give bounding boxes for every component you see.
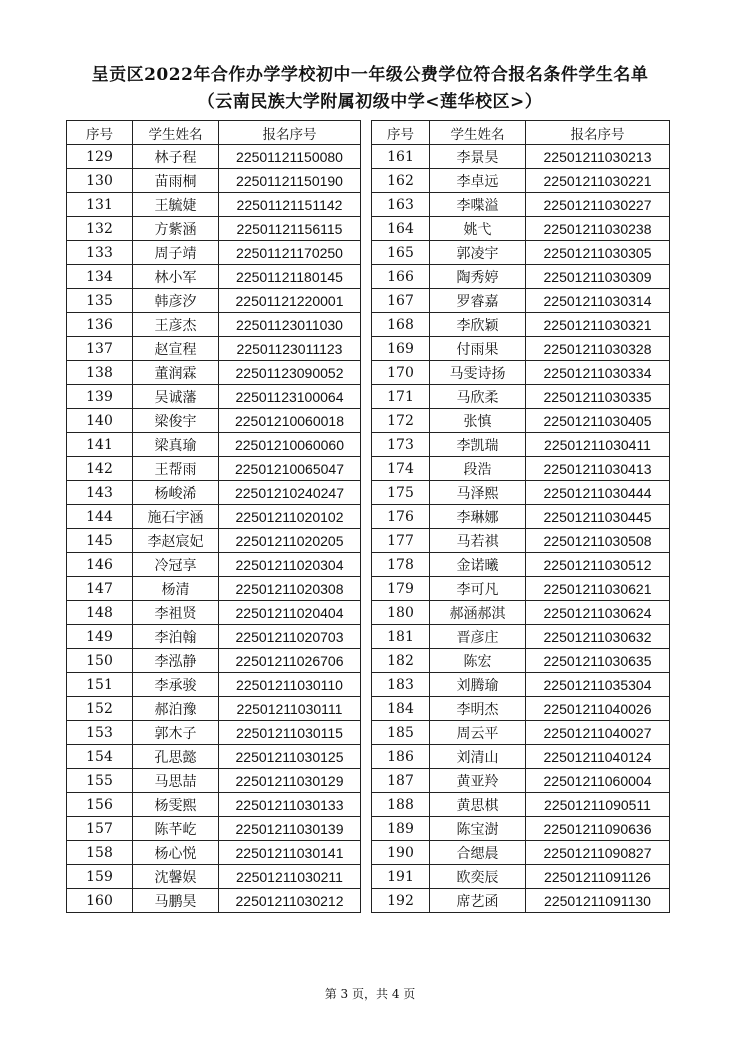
row-registration-number: 22501211020102 — [219, 505, 361, 529]
row-student-name: 付雨果 — [430, 337, 526, 361]
row-registration-number: 22501211030238 — [526, 217, 670, 241]
row-seq: 165 — [372, 241, 430, 265]
row-student-name: 李凯瑞 — [430, 433, 526, 457]
row-student-name: 李明杰 — [430, 697, 526, 721]
table-row — [372, 169, 670, 193]
row-seq: 133 — [67, 241, 133, 265]
row-registration-number: 22501211030314 — [526, 289, 670, 313]
row-student-name: 陈芊屹 — [133, 817, 219, 841]
row-seq: 167 — [372, 289, 430, 313]
table-row — [372, 889, 670, 913]
table-row — [67, 721, 361, 745]
row-student-name: 李祖贤 — [133, 601, 219, 625]
row-registration-number: 22501211030211 — [219, 865, 361, 889]
row-registration-number: 22501211026706 — [219, 649, 361, 673]
table-row — [372, 697, 670, 721]
row-registration-number: 22501211020304 — [219, 553, 361, 577]
row-student-name: 李泊翰 — [133, 625, 219, 649]
row-seq: 180 — [372, 601, 430, 625]
row-registration-number: 22501211030221 — [526, 169, 670, 193]
table-body-left — [67, 145, 361, 913]
row-registration-number: 22501211040026 — [526, 697, 670, 721]
row-seq: 168 — [372, 313, 430, 337]
row-registration-number: 22501210060060 — [219, 433, 361, 457]
table-row — [67, 817, 361, 841]
row-registration-number: 22501211091130 — [526, 889, 670, 913]
row-seq: 142 — [67, 457, 133, 481]
row-seq: 152 — [67, 697, 133, 721]
table-row — [372, 793, 670, 817]
row-seq: 179 — [372, 577, 430, 601]
row-registration-number: 22501211035304 — [526, 673, 670, 697]
row-student-name: 林子程 — [133, 145, 219, 169]
row-registration-number: 22501211030632 — [526, 625, 670, 649]
table-row — [372, 481, 670, 505]
row-seq: 173 — [372, 433, 430, 457]
table-row — [67, 481, 361, 505]
row-seq: 136 — [67, 313, 133, 337]
row-seq: 140 — [67, 409, 133, 433]
table-body-right — [372, 145, 670, 913]
page-subtitle: （云南民族大学附属初级中学<莲华校区>） — [197, 92, 543, 112]
row-student-name: 杨清 — [133, 577, 219, 601]
row-registration-number: 22501211030110 — [219, 673, 361, 697]
row-seq: 157 — [67, 817, 133, 841]
row-seq: 186 — [372, 745, 430, 769]
row-seq: 129 — [67, 145, 133, 169]
table-row — [67, 745, 361, 769]
table-row — [372, 409, 670, 433]
row-student-name: 施石宇涵 — [133, 505, 219, 529]
table-row — [372, 313, 670, 337]
row-student-name: 苗雨桐 — [133, 169, 219, 193]
table-row — [67, 385, 361, 409]
table-row — [67, 457, 361, 481]
row-registration-number: 22501211020205 — [219, 529, 361, 553]
row-registration-number: 22501123011030 — [219, 313, 361, 337]
table-row — [372, 193, 670, 217]
row-registration-number: 22501211030213 — [526, 145, 670, 169]
table-row — [372, 673, 670, 697]
row-registration-number: 22501211030508 — [526, 529, 670, 553]
row-student-name: 杨雯熙 — [133, 793, 219, 817]
row-registration-number: 22501211030115 — [219, 721, 361, 745]
row-registration-number: 22501211030444 — [526, 481, 670, 505]
row-student-name: 陈宝澍 — [430, 817, 526, 841]
table-row — [372, 433, 670, 457]
table-row — [67, 889, 361, 913]
table-row — [372, 145, 670, 169]
row-registration-number: 22501211030405 — [526, 409, 670, 433]
table-row — [67, 289, 361, 313]
row-seq: 139 — [67, 385, 133, 409]
row-seq: 184 — [372, 697, 430, 721]
row-registration-number: 22501123011123 — [219, 337, 361, 361]
row-registration-number: 22501211030445 — [526, 505, 670, 529]
header-student-name: 学生姓名 — [133, 121, 219, 145]
table-row — [372, 457, 670, 481]
page-title: 呈贡区2022年合作办学学校初中一年级公费学位符合报名条件学生名单 — [91, 65, 649, 85]
row-registration-number: 22501211030139 — [219, 817, 361, 841]
row-student-name: 郝泊豫 — [133, 697, 219, 721]
row-registration-number: 22501121150190 — [219, 169, 361, 193]
row-seq: 131 — [67, 193, 133, 217]
table-row — [372, 265, 670, 289]
row-student-name: 姚弋 — [430, 217, 526, 241]
row-student-name: 马若祺 — [430, 529, 526, 553]
row-student-name: 周云平 — [430, 721, 526, 745]
row-registration-number: 22501211030309 — [526, 265, 670, 289]
header-seq: 序号 — [67, 121, 133, 145]
row-registration-number: 22501121170250 — [219, 241, 361, 265]
table-row — [67, 313, 361, 337]
row-student-name: 郭木子 — [133, 721, 219, 745]
row-student-name: 王毓婕 — [133, 193, 219, 217]
row-seq: 164 — [372, 217, 430, 241]
row-seq: 150 — [67, 649, 133, 673]
row-seq: 147 — [67, 577, 133, 601]
table-row — [67, 361, 361, 385]
row-seq: 176 — [372, 505, 430, 529]
row-registration-number: 22501211020308 — [219, 577, 361, 601]
row-student-name: 董润霖 — [133, 361, 219, 385]
page-footer: 第 3 页，共 4 页 — [324, 987, 416, 1001]
row-registration-number: 22501211020703 — [219, 625, 361, 649]
table-row — [67, 433, 361, 457]
row-seq: 153 — [67, 721, 133, 745]
row-student-name: 段浩 — [430, 457, 526, 481]
row-student-name: 李喋溢 — [430, 193, 526, 217]
row-student-name: 吴诚藩 — [133, 385, 219, 409]
row-seq: 144 — [67, 505, 133, 529]
table-row — [67, 841, 361, 865]
row-seq: 185 — [372, 721, 430, 745]
table-row — [372, 385, 670, 409]
table-row — [67, 409, 361, 433]
row-student-name: 冷冠享 — [133, 553, 219, 577]
row-seq: 151 — [67, 673, 133, 697]
table-row — [67, 169, 361, 193]
row-student-name: 王帮雨 — [133, 457, 219, 481]
student-table-right — [371, 120, 670, 913]
row-seq: 156 — [67, 793, 133, 817]
row-student-name: 陶秀婷 — [430, 265, 526, 289]
row-registration-number: 22501211020404 — [219, 601, 361, 625]
row-student-name: 马雯诗扬 — [430, 361, 526, 385]
row-student-name: 韩彦汐 — [133, 289, 219, 313]
table-row — [372, 553, 670, 577]
table-row — [372, 241, 670, 265]
table-row — [67, 769, 361, 793]
row-student-name: 马泽熙 — [430, 481, 526, 505]
table-row — [67, 625, 361, 649]
row-student-name: 梁真瑜 — [133, 433, 219, 457]
row-student-name: 郝涵郝淇 — [430, 601, 526, 625]
row-seq: 177 — [372, 529, 430, 553]
row-student-name: 方紫涵 — [133, 217, 219, 241]
row-student-name: 林小军 — [133, 265, 219, 289]
table-row — [67, 145, 361, 169]
row-student-name: 王彦杰 — [133, 313, 219, 337]
row-student-name: 沈馨娱 — [133, 865, 219, 889]
student-table-left — [66, 120, 361, 913]
row-seq: 182 — [372, 649, 430, 673]
row-registration-number: 22501211060004 — [526, 769, 670, 793]
row-student-name: 晋彦庄 — [430, 625, 526, 649]
row-registration-number: 22501211030413 — [526, 457, 670, 481]
row-registration-number: 22501121220001 — [219, 289, 361, 313]
header-registration-number: 报名序号 — [526, 121, 670, 145]
table-header-row — [372, 121, 670, 145]
row-registration-number: 22501211040027 — [526, 721, 670, 745]
row-seq: 175 — [372, 481, 430, 505]
header-registration-number: 报名序号 — [219, 121, 361, 145]
row-student-name: 罗睿嘉 — [430, 289, 526, 313]
row-student-name: 孔思懿 — [133, 745, 219, 769]
row-registration-number: 22501211030624 — [526, 601, 670, 625]
row-seq: 134 — [67, 265, 133, 289]
table-row — [372, 337, 670, 361]
row-seq: 149 — [67, 625, 133, 649]
row-seq: 189 — [372, 817, 430, 841]
row-registration-number: 22501211030141 — [219, 841, 361, 865]
row-seq: 188 — [372, 793, 430, 817]
row-registration-number: 22501211030129 — [219, 769, 361, 793]
row-registration-number: 22501211030111 — [219, 697, 361, 721]
row-student-name: 张慎 — [430, 409, 526, 433]
row-seq: 135 — [67, 289, 133, 313]
table-row — [67, 265, 361, 289]
row-registration-number: 22501211030621 — [526, 577, 670, 601]
row-student-name: 杨峻浠 — [133, 481, 219, 505]
table-row — [372, 745, 670, 769]
row-seq: 187 — [372, 769, 430, 793]
row-seq: 190 — [372, 841, 430, 865]
row-registration-number: 22501211030411 — [526, 433, 670, 457]
row-student-name: 合缌晨 — [430, 841, 526, 865]
row-registration-number: 22501211090636 — [526, 817, 670, 841]
table-row — [67, 793, 361, 817]
row-registration-number: 22501211030227 — [526, 193, 670, 217]
row-student-name: 马欣柔 — [430, 385, 526, 409]
row-registration-number: 22501211030133 — [219, 793, 361, 817]
row-registration-number: 22501123100064 — [219, 385, 361, 409]
table-row — [67, 529, 361, 553]
row-student-name: 刘腾瑜 — [430, 673, 526, 697]
row-seq: 138 — [67, 361, 133, 385]
table-row — [372, 529, 670, 553]
row-registration-number: 22501211030635 — [526, 649, 670, 673]
table-row — [372, 217, 670, 241]
row-seq: 154 — [67, 745, 133, 769]
table-row — [372, 841, 670, 865]
row-registration-number: 22501211090511 — [526, 793, 670, 817]
row-seq: 137 — [67, 337, 133, 361]
row-registration-number: 22501211030335 — [526, 385, 670, 409]
row-seq: 146 — [67, 553, 133, 577]
row-student-name: 李卓远 — [430, 169, 526, 193]
table-row — [67, 193, 361, 217]
row-registration-number: 22501210240247 — [219, 481, 361, 505]
row-seq: 162 — [372, 169, 430, 193]
row-registration-number: 22501121180145 — [219, 265, 361, 289]
row-registration-number: 22501210060018 — [219, 409, 361, 433]
row-seq: 181 — [372, 625, 430, 649]
table-row — [67, 505, 361, 529]
row-student-name: 金诺曦 — [430, 553, 526, 577]
row-student-name: 黄亚羚 — [430, 769, 526, 793]
header-student-name: 学生姓名 — [430, 121, 526, 145]
row-seq: 160 — [67, 889, 133, 913]
row-seq: 155 — [67, 769, 133, 793]
row-registration-number: 22501211030212 — [219, 889, 361, 913]
row-seq: 171 — [372, 385, 430, 409]
row-student-name: 李欣颖 — [430, 313, 526, 337]
row-seq: 192 — [372, 889, 430, 913]
table-header-row — [67, 121, 361, 145]
row-registration-number: 22501123090052 — [219, 361, 361, 385]
row-seq: 145 — [67, 529, 133, 553]
table-row — [372, 625, 670, 649]
row-seq: 191 — [372, 865, 430, 889]
row-seq: 163 — [372, 193, 430, 217]
row-student-name: 李承骏 — [133, 673, 219, 697]
table-row — [372, 505, 670, 529]
table-row — [372, 865, 670, 889]
row-student-name: 周子靖 — [133, 241, 219, 265]
row-student-name: 杨心悦 — [133, 841, 219, 865]
row-seq: 172 — [372, 409, 430, 433]
row-registration-number: 22501210065047 — [219, 457, 361, 481]
table-row — [67, 217, 361, 241]
row-seq: 132 — [67, 217, 133, 241]
row-student-name: 刘清山 — [430, 745, 526, 769]
table-row — [372, 577, 670, 601]
row-registration-number: 22501211030334 — [526, 361, 670, 385]
row-student-name: 郭凌宇 — [430, 241, 526, 265]
table-row — [67, 241, 361, 265]
row-student-name: 李可凡 — [430, 577, 526, 601]
table-row — [67, 553, 361, 577]
row-registration-number: 22501121151142 — [219, 193, 361, 217]
row-registration-number: 22501211030125 — [219, 745, 361, 769]
row-seq: 169 — [372, 337, 430, 361]
table-row — [372, 289, 670, 313]
row-seq: 166 — [372, 265, 430, 289]
table-row — [372, 721, 670, 745]
row-seq: 148 — [67, 601, 133, 625]
table-row — [67, 601, 361, 625]
table-row — [372, 361, 670, 385]
row-registration-number: 22501211030321 — [526, 313, 670, 337]
row-seq: 143 — [67, 481, 133, 505]
row-student-name: 李泓静 — [133, 649, 219, 673]
row-registration-number: 22501211091126 — [526, 865, 670, 889]
row-student-name: 梁俊宇 — [133, 409, 219, 433]
row-student-name: 马思喆 — [133, 769, 219, 793]
table-row — [372, 769, 670, 793]
row-seq: 161 — [372, 145, 430, 169]
table-row — [67, 337, 361, 361]
row-seq: 159 — [67, 865, 133, 889]
row-registration-number: 22501211030512 — [526, 553, 670, 577]
table-row — [67, 673, 361, 697]
row-student-name: 李琳娜 — [430, 505, 526, 529]
row-registration-number: 22501121150080 — [219, 145, 361, 169]
row-student-name: 陈宏 — [430, 649, 526, 673]
row-student-name: 马鹏昊 — [133, 889, 219, 913]
row-registration-number: 22501211090827 — [526, 841, 670, 865]
row-student-name: 欧奕辰 — [430, 865, 526, 889]
row-seq: 174 — [372, 457, 430, 481]
row-seq: 183 — [372, 673, 430, 697]
table-row — [67, 577, 361, 601]
row-registration-number: 22501211030305 — [526, 241, 670, 265]
table-row — [67, 865, 361, 889]
row-student-name: 席艺函 — [430, 889, 526, 913]
table-row — [372, 817, 670, 841]
row-student-name: 李景昊 — [430, 145, 526, 169]
row-seq: 158 — [67, 841, 133, 865]
table-row — [67, 649, 361, 673]
row-student-name: 李赵宸妃 — [133, 529, 219, 553]
row-registration-number: 22501211030328 — [526, 337, 670, 361]
row-registration-number: 22501121156115 — [219, 217, 361, 241]
row-seq: 141 — [67, 433, 133, 457]
header-seq: 序号 — [372, 121, 430, 145]
row-student-name: 赵宣程 — [133, 337, 219, 361]
table-row — [372, 601, 670, 625]
table-row — [67, 697, 361, 721]
row-seq: 130 — [67, 169, 133, 193]
row-seq: 178 — [372, 553, 430, 577]
row-student-name: 黄思棋 — [430, 793, 526, 817]
table-row — [372, 649, 670, 673]
row-registration-number: 22501211040124 — [526, 745, 670, 769]
row-seq: 170 — [372, 361, 430, 385]
